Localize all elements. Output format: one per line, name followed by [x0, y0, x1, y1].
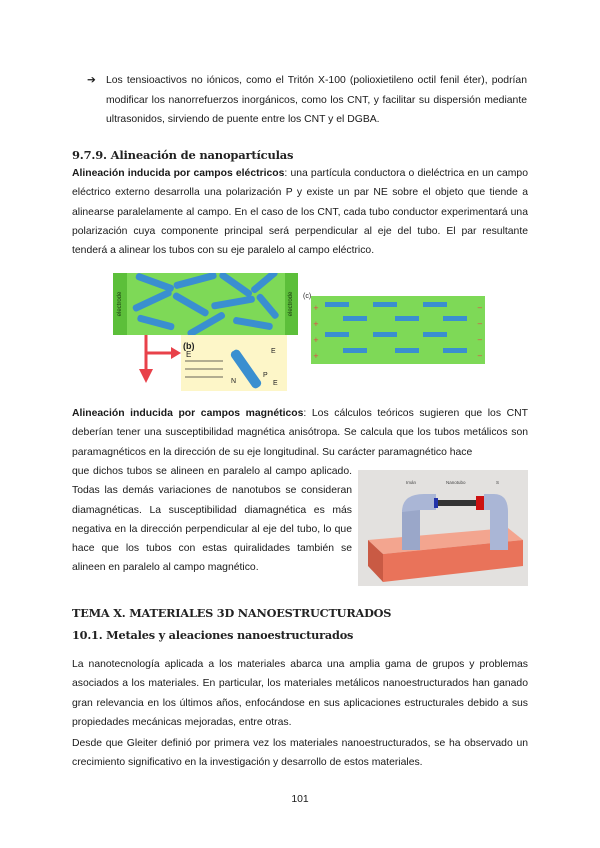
field-arrow-head-icon — [139, 369, 153, 383]
aligned-nanotube — [443, 348, 467, 353]
tema-paragraph-1: La nanotecnología aplicada a los materiales abarca una amplia gama de grupos y problemas asociados a los materiales. En particular, los materiales metálicos nanoestructurados han ganado gran relevancia en los últimos años, enfocándose en sus aplicaciones estructurales debido a sus propiedades mecánicas mejoradas, entre otras. — [72, 659, 528, 728]
e-perp-label: E — [271, 348, 276, 355]
aligned-nanotube — [343, 348, 367, 353]
magnet-left-pole — [434, 498, 438, 508]
panel-c-label: (c) — [303, 293, 312, 300]
aligned-nanotube — [373, 302, 397, 307]
nanotube-sample — [438, 500, 480, 506]
aligned-nanotube — [423, 302, 447, 307]
electric-alignment-paragraph — [72, 164, 528, 260]
aligned-nanotube — [373, 332, 397, 337]
charge-marker: − — [477, 320, 483, 328]
bullet-item — [87, 71, 527, 130]
arrow-bullet-icon: ➔ — [87, 75, 96, 86]
aligned-nanotube — [395, 348, 419, 353]
charge-marker: + — [313, 336, 319, 344]
magnetic-alignment-paragraph-wrap: que dichos tubos se alineen en paralelo al campo aplicado. Todas las demás variaciones de nanotubos se consideran diamagnéticas. La susceptibilidad diamagnética es más negativa en la dirección perpendicular al eje del tubo, lo que hace que los tubos con estas quiralidades también se alineen en paralelo al campo magnético. — [72, 466, 352, 574]
aligned-nanotube — [395, 316, 419, 321]
electric-alignment-figure-c — [303, 290, 485, 364]
torque-ne-label: N — [231, 378, 237, 385]
e-parallel-label: E — [273, 380, 278, 387]
tema-paragraph-2: Desde que Gleiter definió por primera vez los materiales nanoestructurados, se ha observado un crecimiento significativo en la investigación y desarrollo de estos materiales. — [72, 738, 528, 769]
section-heading-979: 9.7.9. Alineación de nanopartículas — [72, 148, 294, 162]
electric-alignment-lead: Alineación inducida por campos eléctricos — [72, 168, 285, 179]
charge-marker: + — [313, 352, 319, 360]
field-e-label: E — [186, 350, 192, 359]
tema-heading: TEMA X. MATERIALES 3D NANOESTRUCTURADOS — [72, 606, 392, 620]
charge-marker: + — [313, 304, 319, 312]
magnetic-alignment-text-top: : Los cálculos teóricos sugieren que los CNT deberían tener una susceptibilidad magnética anisótropa. Se calcula que los tubos metálicos son paramagnéticos en la dirección de su eje longitudinal. Su carácter paramagnético hace — [72, 408, 528, 458]
aligned-nanotube — [325, 332, 349, 337]
magnetic-alignment-lead: Alineación inducida por campos magnéticos — [72, 408, 304, 419]
aligned-nanotube — [443, 316, 467, 321]
field-arrow-branch-head-icon — [171, 347, 181, 359]
figure-label-right: S — [496, 480, 500, 485]
electric-alignment-figure-a — [113, 273, 298, 393]
subsection-heading-101: 10.1. Metales y aleaciones nanoestructurados — [72, 628, 354, 642]
charge-marker: − — [477, 352, 483, 360]
bullet-text: Los tensioactivos no iónicos, como el Tritón X-100 (polioxietileno octil fenil éter), podrían modificar los nanorrefuerzos inorgánicos, como los CNT, y facilitar su dispersión mediante ultrasonidos, sirviendo de puente entre los CNT y el DGBA. — [106, 75, 527, 125]
left-electrode-label: electrode — [117, 291, 123, 317]
right-electrode-label: electrode — [288, 291, 294, 317]
figure-label-mid: Nanotubo — [446, 480, 466, 485]
aligned-nanotube — [325, 302, 349, 307]
polarization-p-label: P — [263, 372, 268, 379]
aligned-nanotube — [423, 332, 447, 337]
aligned-nanotube — [343, 316, 367, 321]
magnetic-alignment-figure — [358, 470, 528, 586]
magnetic-alignment-paragraph — [72, 404, 528, 462]
panel-b-label: (b) — [183, 341, 195, 351]
figure-label-left: Imán — [406, 480, 417, 485]
page-number: 101 — [291, 794, 309, 805]
charge-marker: + — [313, 320, 319, 328]
electric-alignment-text: : una partícula conductora o dieléctrica en un campo eléctrico externo desarrolla una polarización P y existe un par NE sobre el objeto que tiende a alinearse paralelamente al campo. En el caso de los CNT, cada tubo conductor experimentará una polarización cuya componente principal será perpendicular al eje del tubo. El par resultante tenderá a alinear los tubos con su eje paralelo al campo eléctrico. — [72, 168, 528, 257]
charge-marker: − — [477, 336, 483, 344]
magnet-right-pole — [476, 496, 484, 510]
charge-marker: − — [477, 304, 483, 312]
magnet-left-column — [402, 510, 420, 550]
